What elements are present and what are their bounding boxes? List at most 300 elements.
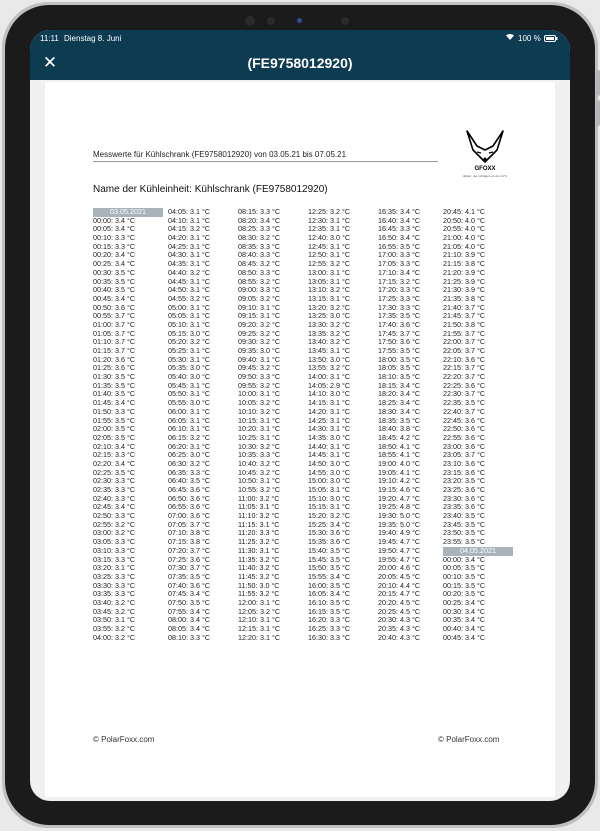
measurement-cell: 13:55: 3.2 °C — [308, 363, 351, 373]
camera-lens — [341, 17, 349, 25]
measurement-cell: 05:05: 3.1 °C — [168, 311, 211, 321]
measurement-cell: 10:55: 3.2 °C — [238, 485, 281, 494]
measurement-cell: 23:05: 3.7 °C — [443, 450, 486, 460]
measurement-cell: 11:15: 3.1 °C — [238, 519, 280, 529]
measurement-cell: 01:45: 3.4 °C — [93, 398, 136, 408]
measurement-cell: 19:40: 4.9 °C — [378, 528, 421, 538]
wifi-icon — [505, 32, 515, 43]
measurement-cell: 23:40: 3.5 °C — [443, 511, 486, 521]
measurement-cell: 02:45: 3.4 °C — [93, 502, 136, 512]
measurement-cell: 18:30: 3.4 °C — [378, 406, 421, 416]
measurement-cell: 00:00: 3.4 °C — [443, 554, 486, 564]
measurement-cell: 10:25: 3.1 °C — [238, 432, 281, 442]
measurement-cell: 14:25: 3.1 °C — [308, 415, 351, 425]
measurement-cell: 00:30: 3.5 °C — [93, 267, 136, 277]
date-header: 03.05.2021 — [93, 208, 163, 217]
measurement-cell: 06:20: 3.1 °C — [168, 441, 211, 451]
measurement-cell: 13:35: 3.2 °C — [308, 328, 351, 338]
app-screen — [30, 30, 570, 801]
measurement-cell: 12:35: 3.1 °C — [308, 224, 351, 234]
volume-button — [596, 70, 600, 96]
measurement-cell: 08:40: 3.3 °C — [238, 250, 281, 260]
measurement-cell: 06:50: 3.6 °C — [168, 493, 211, 503]
measurement-cell: 06:35: 3.3 °C — [168, 467, 211, 477]
measurement-cell: 05:00: 3.1 °C — [168, 302, 211, 312]
measurement-cell: 07:55: 3.4 °C — [168, 606, 211, 616]
measurement-cell: 01:15: 3.7 °C — [93, 346, 136, 355]
status-date: Dienstag 8. Juni — [64, 34, 122, 43]
measurement-cell: 02:55: 3.2 °C — [93, 519, 136, 529]
measurement-cell: 11:05: 3.1 °C — [238, 502, 280, 512]
measurement-cell: 12:50: 3.1 °C — [308, 250, 351, 260]
measurement-cell: 10:40: 3.2 °C — [238, 458, 281, 468]
measurement-cell: 22:30: 3.7 °C — [443, 389, 486, 399]
measurement-cell: 22:45: 3.6 °C — [443, 415, 486, 425]
measurement-cell: 02:20: 3.4 °C — [93, 458, 136, 468]
measurement-cell: 18:05: 3.5 °C — [378, 363, 421, 373]
measurement-cell: 06:10: 3.1 °C — [168, 424, 211, 434]
measurement-cell: 05:25: 3.1 °C — [168, 346, 211, 355]
measurement-cell: 13:15: 3.1 °C — [308, 293, 351, 303]
measurement-cell: 05:15: 3.0 °C — [168, 328, 211, 338]
measurement-cell: 00:10: 3.3 °C — [93, 233, 136, 243]
report-page — [45, 82, 555, 797]
measurement-cell: 21:05: 4.0 °C — [443, 241, 486, 251]
measurement-cell: 17:35: 3.5 °C — [378, 311, 421, 321]
measurement-cell: 01:00: 3.7 °C — [93, 319, 136, 329]
measurement-cell: 19:50: 4.7 °C — [378, 545, 421, 555]
measurement-cell: 22:40: 3.7 °C — [443, 406, 486, 416]
measurement-cell: 14:45: 3.1 °C — [308, 450, 351, 460]
measurement-cell: 12:20: 3.1 °C — [238, 632, 281, 642]
measurement-column — [443, 208, 513, 642]
camera-lens — [245, 16, 255, 26]
measurement-cell: 04:00: 3.2 °C — [93, 632, 136, 642]
measurement-cell: 13:20: 3.2 °C — [308, 302, 351, 312]
measurement-cell: 23:20: 3.5 °C — [443, 476, 486, 486]
measurement-cell: 19:10: 4.2 °C — [378, 476, 421, 486]
measurement-cell: 04:45: 3.1 °C — [168, 276, 211, 286]
measurement-cell: 07:25: 3.6 °C — [168, 554, 211, 564]
measurement-cell: 17:55: 3.5 °C — [378, 346, 421, 355]
measurement-cell: 07:10: 3.8 °C — [168, 528, 211, 538]
measurement-column — [308, 208, 378, 642]
measurement-cell: 21:50: 3.8 °C — [443, 319, 486, 329]
measurement-cell: 21:40: 3.7 °C — [443, 302, 486, 312]
measurement-cell: 06:55: 3.6 °C — [168, 502, 211, 512]
measurement-cell: 15:05: 3.1 °C — [308, 485, 351, 494]
logo-tagline: digital · der schlagen an der 21°C — [462, 174, 508, 178]
measurement-cell: 08:05: 3.4 °C — [168, 624, 211, 633]
battery-icon — [544, 35, 558, 44]
page-title: (FE9758012920) — [247, 55, 353, 71]
measurement-cell: 20:40: 4.3 °C — [378, 632, 421, 642]
measurement-cell: 07:20: 3.7 °C — [168, 545, 211, 555]
measurement-cell: 16:50: 3.4 °C — [378, 233, 421, 243]
measurement-cell: 15:35: 3.6 °C — [308, 537, 351, 547]
measurement-cell: 11:50: 3.0 °C — [238, 580, 280, 590]
measurement-cell: 18:10: 3.5 °C — [378, 372, 421, 382]
measurement-cell: 19:25: 4.8 °C — [378, 502, 421, 512]
measurement-cell: 23:35: 3.6 °C — [443, 502, 486, 512]
measurement-cell: 21:45: 3.7 °C — [443, 311, 486, 321]
measurement-cell: 03:40: 3.2 °C — [93, 597, 136, 607]
measurement-cell: 13:00: 3.1 °C — [308, 267, 351, 277]
measurement-cell: 00:20: 3.5 °C — [443, 589, 486, 599]
measurement-cell: 02:00: 3.5 °C — [93, 424, 136, 434]
measurement-cell: 16:55: 3.5 °C — [378, 241, 421, 251]
measurement-cell: 04:55: 3.2 °C — [168, 293, 211, 303]
measurement-cell: 15:50: 3.5 °C — [308, 563, 351, 573]
measurement-cell: 00:55: 3.7 °C — [93, 311, 136, 321]
measurement-cell: 10:10: 3.2 °C — [238, 406, 281, 416]
measurement-cell: 05:45: 3.1 °C — [168, 380, 211, 390]
measurement-cell: 23:00: 3.6 °C — [443, 441, 486, 451]
measurement-cell: 12:45: 3.1 °C — [308, 241, 351, 251]
measurement-cell: 00:40: 3.5 °C — [93, 285, 136, 295]
measurement-cell: 00:45: 3.4 °C — [443, 632, 486, 642]
measurement-cell: 08:15: 3.3 °C — [238, 207, 281, 216]
measurement-cell: 01:35: 3.5 °C — [93, 380, 136, 390]
measurement-cell: 01:40: 3.5 °C — [93, 389, 136, 399]
measurement-cell: 17:30: 3.3 °C — [378, 302, 421, 312]
logo-text: GFOXX — [474, 166, 496, 172]
measurement-cell: 04:30: 3.1 °C — [168, 250, 211, 260]
measurement-cell: 10:15: 3.1 °C — [238, 415, 281, 425]
measurement-cell: 13:25: 3.0 °C — [308, 311, 351, 321]
measurement-column — [378, 208, 448, 642]
measurement-cell: 06:15: 3.2 °C — [168, 432, 211, 442]
measurement-cell: 19:55: 4.7 °C — [378, 554, 421, 564]
battery-level: 100 % — [518, 34, 541, 43]
measurement-cell: 05:10: 3.1 °C — [168, 319, 211, 329]
measurement-cell: 03:25: 3.3 °C — [93, 571, 136, 581]
measurement-cell: 11:55: 3.2 °C — [238, 589, 280, 599]
measurement-cell: 15:15: 3.1 °C — [308, 502, 351, 512]
measurement-cell: 20:35: 4.3 °C — [378, 624, 421, 633]
measurement-cell: 20:10: 4.4 °C — [378, 580, 421, 590]
measurement-cell: 15:55: 3.4 °C — [308, 571, 351, 581]
measurement-cell: 12:00: 3.1 °C — [238, 597, 281, 607]
measurement-cell: 09:45: 3.2 °C — [238, 363, 281, 373]
measurement-cell: 02:35: 3.3 °C — [93, 485, 136, 494]
measurement-cell: 05:55: 3.0 °C — [168, 398, 211, 408]
measurement-cell: 05:40: 3.0 °C — [168, 372, 211, 382]
measurement-cell: 04:50: 3.1 °C — [168, 285, 211, 295]
measurement-cell: 14:20: 3.1 °C — [308, 406, 351, 416]
measurement-cell: 02:05: 3.5 °C — [93, 432, 136, 442]
measurement-cell: 13:45: 3.1 °C — [308, 346, 351, 355]
footer-left: © PolarFoxx.com — [93, 735, 155, 744]
measurement-cell: 18:55: 4.1 °C — [378, 450, 421, 460]
measurement-cell: 00:35: 3.5 °C — [93, 276, 136, 286]
measurement-cell: 16:30: 3.3 °C — [308, 632, 351, 642]
measurement-cell: 05:35: 3.0 °C — [168, 363, 211, 373]
measurement-cell: 03:50: 3.1 °C — [93, 615, 136, 625]
measurement-cell: 20:55: 4.0 °C — [443, 224, 486, 234]
nav-bar — [30, 48, 570, 80]
measurement-cell: 03:00: 3.2 °C — [93, 528, 136, 538]
measurement-cell: 00:15: 3.3 °C — [93, 241, 136, 251]
measurement-cell: 14:35: 3.0 °C — [308, 432, 351, 442]
measurement-cell: 20:20: 4.5 °C — [378, 597, 421, 607]
measurement-cell: 20:00: 4.6 °C — [378, 563, 421, 573]
measurement-cell: 11:45: 3.2 °C — [238, 571, 280, 581]
measurement-cell: 12:30: 3.1 °C — [308, 215, 351, 225]
measurement-cell: 06:40: 3.5 °C — [168, 476, 211, 486]
measurement-cell: 13:40: 3.2 °C — [308, 337, 351, 347]
measurement-cell: 09:00: 3.3 °C — [238, 285, 281, 295]
measurement-cell: 22:50: 3.6 °C — [443, 424, 486, 434]
measurement-cell: 08:50: 3.3 °C — [238, 267, 281, 277]
measurement-cell: 00:20: 3.4 °C — [93, 250, 136, 260]
measurement-cell: 17:20: 3.3 °C — [378, 285, 421, 295]
measurement-cell: 19:35: 5.0 °C — [378, 519, 421, 529]
measurement-cell: 06:00: 3.1 °C — [168, 406, 211, 416]
measurement-cell: 14:15: 3.1 °C — [308, 398, 351, 408]
measurement-cell: 21:15: 3.8 °C — [443, 259, 486, 269]
measurement-cell: 13:05: 3.1 °C — [308, 276, 351, 286]
measurement-cell: 04:15: 3.2 °C — [168, 224, 211, 234]
measurement-cell: 21:00: 4.0 °C — [443, 233, 486, 243]
measurement-cell: 12:05: 3.2 °C — [238, 606, 281, 616]
measurement-cell: 00:30: 3.4 °C — [443, 606, 486, 616]
measurement-cell: 23:15: 3.6 °C — [443, 467, 486, 477]
measurement-cell: 12:10: 3.1 °C — [238, 615, 281, 625]
measurement-cell: 09:30: 3.2 °C — [238, 337, 281, 347]
measurement-cell: 08:45: 3.2 °C — [238, 259, 281, 269]
measurement-cell: 07:45: 3.4 °C — [168, 589, 211, 599]
measurement-cell: 12:55: 3.2 °C — [308, 259, 351, 269]
measurement-cell: 16:15: 3.5 °C — [308, 606, 351, 616]
measurement-cell: 13:50: 3.0 °C — [308, 354, 351, 364]
measurement-cell: 15:00: 3.0 °C — [308, 476, 351, 486]
measurement-cell: 13:10: 3.2 °C — [308, 285, 351, 295]
measurement-cell: 17:10: 3.4 °C — [378, 267, 421, 277]
measurement-cell: 09:50: 3.3 °C — [238, 372, 281, 382]
measurement-cell: 18:35: 3.5 °C — [378, 415, 421, 425]
measurement-cell: 01:10: 3.7 °C — [93, 337, 136, 347]
measurement-cell: 18:00: 3.5 °C — [378, 354, 421, 364]
measurement-cell: 07:50: 3.5 °C — [168, 597, 211, 607]
measurement-cell: 17:15: 3.2 °C — [378, 276, 421, 286]
measurement-cell: 18:45: 4.2 °C — [378, 432, 421, 442]
measurement-cell: 14:00: 3.1 °C — [308, 372, 351, 382]
report-header: Messwerte für Kühlschrank (FE9758012920) von 03.05.21 bis 07.05.21 — [93, 150, 347, 159]
measurement-cell: 14:10: 3.0 °C — [308, 389, 351, 399]
measurement-cell: 11:00: 3.2 °C — [238, 493, 280, 503]
measurement-cell: 23:25: 3.6 °C — [443, 485, 486, 494]
status-time: 11:11 — [40, 34, 59, 43]
status-bar — [30, 30, 570, 48]
measurement-cell: 08:30: 3.2 °C — [238, 233, 281, 243]
measurement-cell: 18:15: 3.4 °C — [378, 380, 421, 390]
measurement-cell: 23:45: 3.5 °C — [443, 519, 486, 529]
measurement-cell: 00:10: 3.5 °C — [443, 571, 486, 581]
measurement-cell: 23:30: 3.6 °C — [443, 493, 486, 503]
measurement-cell: 01:25: 3.6 °C — [93, 363, 136, 373]
measurement-cell: 16:35: 3.4 °C — [378, 207, 421, 216]
measurement-cell: 16:40: 3.4 °C — [378, 215, 421, 225]
measurement-cell: 23:10: 3.6 °C — [443, 458, 486, 468]
measurement-cell: 05:30: 3.1 °C — [168, 354, 211, 364]
close-icon[interactable]: ✕ — [42, 53, 58, 72]
measurement-cell: 20:30: 4.3 °C — [378, 615, 421, 625]
fox-logo-icon — [457, 128, 513, 166]
measurement-cell: 04:10: 3.1 °C — [168, 215, 211, 225]
measurement-cell: 19:00: 4.0 °C — [378, 458, 421, 468]
volume-button — [596, 100, 600, 126]
measurement-cell: 17:00: 3.3 °C — [378, 250, 421, 260]
measurement-cell: 15:30: 3.6 °C — [308, 528, 351, 538]
measurement-cell: 15:25: 3.4 °C — [308, 519, 351, 529]
measurement-cell: 03:30: 3.3 °C — [93, 580, 136, 590]
measurement-cell: 10:00: 3.1 °C — [238, 389, 281, 399]
measurement-cell: 00:35: 3.4 °C — [443, 615, 486, 625]
measurement-cell: 13:30: 3.2 °C — [308, 319, 351, 329]
header-rule — [93, 161, 438, 162]
measurement-cell: 06:30: 3.2 °C — [168, 458, 211, 468]
measurement-column — [238, 208, 308, 642]
measurement-cell: 03:45: 3.2 °C — [93, 606, 136, 616]
measurement-cell: 08:35: 3.3 °C — [238, 241, 281, 251]
measurement-cell: 10:35: 3.3 °C — [238, 450, 281, 460]
measurement-cell: 03:55: 3.2 °C — [93, 624, 136, 633]
measurement-cell: 16:10: 3.5 °C — [308, 597, 351, 607]
measurement-cell: 11:30: 3.1 °C — [238, 545, 280, 555]
measurement-cell: 00:00: 3.4 °C — [93, 215, 136, 225]
measurement-cell: 01:55: 3.5 °C — [93, 415, 136, 425]
measurement-cell: 07:15: 3.8 °C — [168, 537, 211, 547]
measurement-cell: 00:25: 3.4 °C — [443, 597, 486, 607]
measurement-cell: 15:45: 3.5 °C — [308, 554, 351, 564]
measurement-cell: 06:45: 3.6 °C — [168, 485, 211, 494]
measurement-cell: 02:25: 3.5 °C — [93, 467, 136, 477]
measurement-cell: 06:05: 3.1 °C — [168, 415, 211, 425]
measurement-cell: 08:10: 3.3 °C — [168, 632, 211, 642]
measurement-cell: 10:20: 3.1 °C — [238, 424, 281, 434]
measurement-cell: 22:35: 3.5 °C — [443, 398, 486, 408]
measurement-cell: 00:15: 3.5 °C — [443, 580, 486, 590]
measurement-cell: 09:20: 3.2 °C — [238, 319, 281, 329]
measurement-cell: 17:50: 3.6 °C — [378, 337, 421, 347]
measurement-cell: 07:40: 3.6 °C — [168, 580, 211, 590]
measurement-cell: 16:00: 3.5 °C — [308, 580, 351, 590]
measurement-cell: 09:40: 3.1 °C — [238, 354, 281, 364]
measurement-cell: 21:10: 3.9 °C — [443, 250, 486, 260]
measurement-cell: 15:20: 3.2 °C — [308, 511, 351, 521]
measurement-cell: 03:15: 3.3 °C — [93, 554, 136, 564]
measurement-cell: 20:05: 4.5 °C — [378, 571, 421, 581]
measurement-cell: 07:30: 3.7 °C — [168, 563, 211, 573]
measurement-cell: 21:55: 3.7 °C — [443, 328, 486, 338]
measurement-cell: 20:15: 4.7 °C — [378, 589, 421, 599]
measurement-cell: 09:05: 3.2 °C — [238, 293, 281, 303]
measurement-cell: 05:20: 3.2 °C — [168, 337, 211, 347]
measurement-cell: 19:20: 4.7 °C — [378, 493, 421, 503]
measurement-cell: 12:15: 3.1 °C — [238, 624, 281, 633]
measurement-cell: 22:10: 3.6 °C — [443, 354, 486, 364]
measurement-column — [168, 208, 238, 642]
measurement-cell: 12:40: 3.0 °C — [308, 233, 351, 243]
measurement-cell: 03:05: 3.3 °C — [93, 537, 136, 547]
measurement-column — [93, 208, 163, 642]
measurement-cell: 14:55: 3.0 °C — [308, 467, 351, 477]
measurement-cell: 21:20: 3.9 °C — [443, 267, 486, 277]
measurement-cell: 02:40: 3.3 °C — [93, 493, 136, 503]
measurement-cell: 22:55: 3.6 °C — [443, 432, 486, 442]
measurement-cell: 14:05: 2.9 °C — [308, 380, 351, 390]
measurement-cell: 12:25: 3.2 °C — [308, 207, 351, 216]
measurement-cell: 17:05: 3.3 °C — [378, 259, 421, 269]
measurement-cell: 09:15: 3.1 °C — [238, 311, 281, 321]
measurement-cell: 11:20: 3.3 °C — [238, 528, 280, 538]
measurement-cell: 10:45: 3.2 °C — [238, 467, 281, 477]
measurement-cell: 14:40: 3.1 °C — [308, 441, 351, 451]
measurement-cell: 10:50: 3.1 °C — [238, 476, 281, 486]
measurement-cell: 09:25: 3.2 °C — [238, 328, 281, 338]
measurement-cell: 01:05: 3.7 °C — [93, 328, 136, 338]
measurement-cell: 01:30: 3.5 °C — [93, 372, 136, 382]
measurement-cell: 07:05: 3.7 °C — [168, 519, 211, 529]
camera-sensor — [297, 18, 302, 23]
measurement-cell: 00:25: 3.4 °C — [93, 259, 136, 269]
measurement-cell: 04:25: 3.1 °C — [168, 241, 211, 251]
measurement-cell: 08:55: 3.2 °C — [238, 276, 281, 286]
measurement-cell: 18:50: 4.1 °C — [378, 441, 421, 451]
measurement-cell: 15:40: 3.5 °C — [308, 545, 351, 555]
measurement-cell: 03:10: 3.3 °C — [93, 545, 136, 555]
measurement-cell: 14:50: 3.0 °C — [308, 458, 351, 468]
measurement-cell: 23:50: 3.5 °C — [443, 528, 486, 538]
measurement-cell: 10:30: 3.2 °C — [238, 441, 281, 451]
measurement-cell: 09:10: 3.1 °C — [238, 302, 281, 312]
measurement-cell: 05:50: 3.1 °C — [168, 389, 211, 399]
camera-lens — [267, 17, 275, 25]
measurement-cell: 23:55: 3.5 °C — [443, 537, 486, 547]
measurement-cell: 15:10: 3.0 °C — [308, 493, 351, 503]
measurement-cell: 04:20: 3.1 °C — [168, 233, 211, 243]
measurement-cell: 22:20: 3.7 °C — [443, 372, 486, 382]
measurement-cell: 02:10: 3.4 °C — [93, 441, 136, 451]
measurement-cell: 11:35: 3.2 °C — [238, 554, 280, 564]
measurement-cell: 00:05: 3.4 °C — [93, 224, 136, 234]
measurement-cell: 00:40: 3.4 °C — [443, 624, 486, 633]
measurement-cell: 17:40: 3.6 °C — [378, 319, 421, 329]
date-header: 04.05.2021 — [443, 547, 513, 556]
measurement-cell: 10:05: 3.2 °C — [238, 398, 281, 408]
measurement-cell: 20:50: 4.0 °C — [443, 215, 486, 225]
measurement-cell: 19:05: 4.1 °C — [378, 467, 421, 477]
measurement-cell: 02:50: 3.3 °C — [93, 511, 136, 521]
measurement-cell: 22:25: 3.6 °C — [443, 380, 486, 390]
measurement-cell: 11:10: 3.2 °C — [238, 511, 280, 521]
measurement-cell: 07:35: 3.5 °C — [168, 571, 211, 581]
measurement-cell: 11:25: 3.2 °C — [238, 537, 280, 547]
measurement-cell: 00:05: 3.5 °C — [443, 563, 486, 573]
measurement-cell: 02:15: 3.3 °C — [93, 450, 136, 460]
measurement-cell: 16:05: 3.4 °C — [308, 589, 351, 599]
measurement-cell: 21:30: 3.9 °C — [443, 285, 486, 295]
measurement-cell: 01:20: 3.6 °C — [93, 354, 136, 364]
measurement-cell: 06:25: 3.0 °C — [168, 450, 211, 460]
measurement-cell: 22:00: 3.7 °C — [443, 337, 486, 347]
measurement-cell: 20:45: 4.1 °C — [443, 207, 486, 216]
measurement-cell: 00:45: 3.4 °C — [93, 293, 136, 303]
measurement-cell: 22:05: 3.7 °C — [443, 346, 486, 355]
measurement-cell: 09:55: 3.2 °C — [238, 380, 281, 390]
measurement-cell: 19:15: 4.6 °C — [378, 485, 421, 494]
